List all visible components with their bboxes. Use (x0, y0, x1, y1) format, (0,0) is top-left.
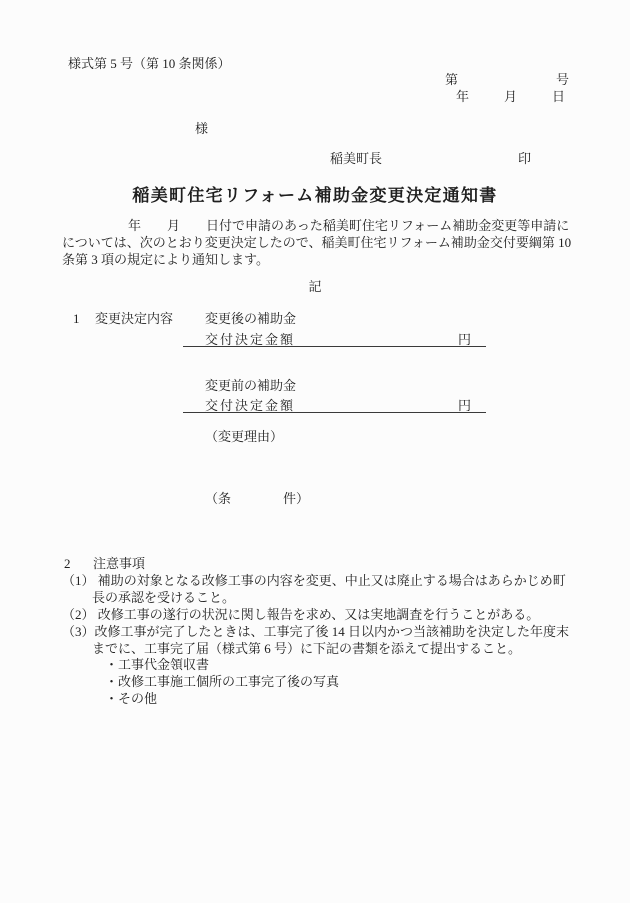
section1-number: 1 (73, 311, 80, 326)
ki-mark: 記 (308, 279, 322, 294)
note-item3-line1: （3）改修工事が完了したときは、工事完了後 14 日以内かつ当該補助を決定した年度末 (62, 624, 570, 639)
before-amount-label: 交付決定金額 (205, 398, 296, 413)
before-amount-unit: 円 (458, 398, 472, 413)
doc-number-prefix: 第 (445, 72, 459, 87)
attachment-bullet-1: ・工事代金領収書 (105, 657, 210, 672)
section1-heading: 変更決定内容 (95, 311, 174, 326)
seal-mark: 印 (518, 151, 532, 166)
note-item1-line1: （1） 補助の対象となる改修工事の内容を変更、中止又は廃止する場合はあらかじめ町 (62, 573, 566, 588)
after-amount-unit: 円 (458, 332, 472, 347)
after-subsidy-label: 変更後の補助金 (205, 311, 297, 326)
date-month-label: 月 (504, 89, 518, 104)
form-number-label: 様式第 5 号（第 10 条関係） (68, 56, 231, 71)
attachment-bullet-3: ・その他 (105, 691, 158, 706)
condition-label: （条 件） (205, 491, 310, 506)
date-year-label: 年 (456, 89, 470, 104)
date-day-label: 日 (552, 89, 566, 104)
before-amount-field (183, 395, 486, 413)
note-item1-line2: 長の承認を受けること。 (92, 590, 236, 605)
after-amount-label: 交付決定金額 (205, 332, 296, 347)
before-subsidy-label: 変更前の補助金 (205, 378, 297, 393)
issuer-title: 稲美町長 (330, 151, 383, 166)
document-title: 稲美町住宅リフォーム補助金変更決定通知書 (132, 186, 498, 205)
doc-number-suffix: 号 (556, 72, 570, 87)
body-line-1: 年 月 日付で申請のあった稲美町住宅リフォーム補助金変更等申請に (128, 218, 570, 233)
after-amount-field (183, 329, 486, 347)
addressee-honorific: 様 (195, 121, 209, 136)
change-reason-label: （変更理由） (205, 429, 284, 444)
attachment-bullet-2: ・改修工事施工個所の工事完了後の写真 (105, 674, 340, 689)
note-item3-line2: までに、工事完了届（様式第 6 号）に下記の書類を添えて提出すること。 (92, 641, 522, 656)
section2-heading: 注意事項 (93, 556, 146, 571)
body-line-3: 条第 3 項の規定により通知します。 (62, 252, 269, 267)
note-item2: （2） 改修工事の遂行の状況に関し報告を求め、又は実地調査を行うことがある。 (62, 607, 540, 622)
body-line-2: については、次のとおり変更決定したので、稲美町住宅リフォーム補助金交付要綱第 10 (62, 235, 572, 250)
section2-number: 2 (64, 556, 71, 571)
